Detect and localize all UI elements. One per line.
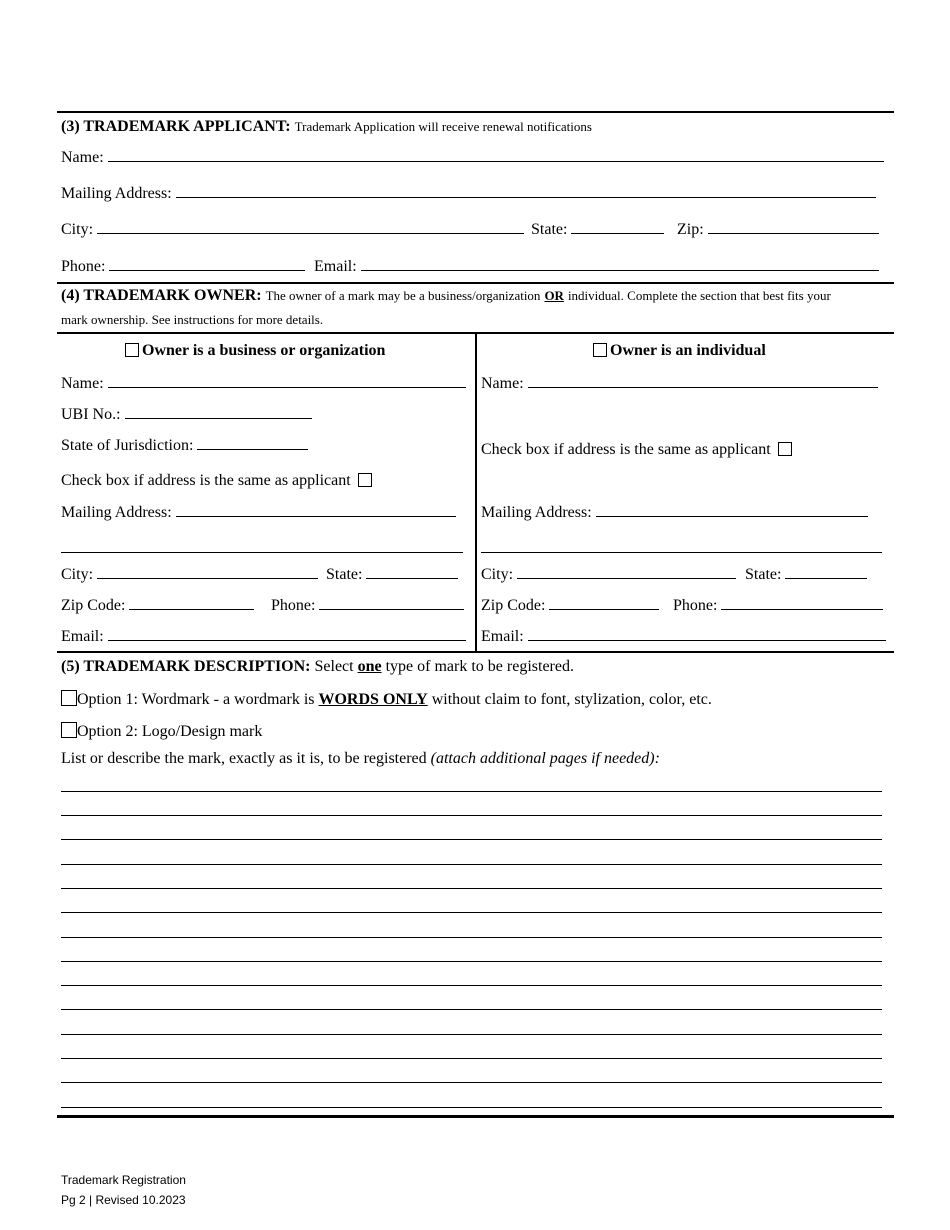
applicant-city-field[interactable] [97,221,524,234]
business-mailing-label: Mailing Address: [61,504,172,521]
applicant-phone-row [61,258,305,276]
business-mailing-line-2[interactable] [61,552,463,553]
description-line[interactable] [61,791,882,792]
description-line[interactable] [61,985,882,986]
description-line[interactable] [61,1058,882,1059]
applicant-phone-field[interactable] [109,258,305,271]
business-owner-title: Owner is a business or organization [142,342,386,359]
individual-mailing-line-2[interactable] [481,552,882,553]
individual-email-label: Email: [481,628,524,645]
individual-name-row [481,375,878,393]
individual-same-address-checkbox[interactable] [778,442,792,456]
list-instruction-b: (attach additional pages if needed): [430,750,660,767]
applicant-zip-field[interactable] [708,221,879,234]
description-select-one: one [357,658,382,675]
business-zip-field[interactable] [129,597,254,610]
individual-email-field[interactable] [528,628,886,641]
option2-text: Option 2: Logo/Design mark [77,723,263,740]
business-name-label: Name: [61,375,104,392]
option2-row[interactable] [61,722,262,741]
individual-same-address-label: Check box if address is the same as applicant [481,441,771,458]
business-phone-row [271,597,464,615]
individual-email-row [481,628,886,646]
description-line[interactable] [61,815,882,816]
individual-same-address-row [481,441,792,459]
individual-city-row [481,566,736,584]
business-mailing-row [61,504,456,522]
applicant-email-field[interactable] [361,258,879,271]
individual-name-field[interactable] [528,375,878,388]
applicant-name-row [61,149,884,167]
description-line[interactable] [61,839,882,840]
business-jurisdiction-field[interactable] [197,437,308,450]
owner-note-or: OR [544,288,564,303]
applicant-mailing-row [61,185,876,203]
owner-note-b: individual. Complete the section that best fits your [567,288,831,303]
owner-heading-row [61,287,831,305]
applicant-state-row [531,221,664,239]
owner-note-a: The owner of a mark may be a business/organization [265,288,541,303]
individual-state-row [745,566,867,584]
business-state-label: State: [326,566,363,583]
description-select-b: type of mark to be registered. [385,658,574,675]
business-city-row [61,566,318,584]
section-3-top-border [57,111,894,113]
individual-phone-row [673,597,883,615]
individual-zip-row [481,597,659,615]
description-select-a: Select [314,658,354,675]
business-jurisdiction-row [61,437,308,455]
description-line[interactable] [61,1009,882,1010]
description-line[interactable] [61,1082,882,1083]
business-same-address-checkbox[interactable] [358,473,372,487]
business-state-field[interactable] [366,566,458,579]
section-5-top-border [57,651,894,653]
individual-zip-field[interactable] [549,597,659,610]
applicant-mailing-label: Mailing Address: [61,185,172,202]
list-instruction-a: List or describe the mark, exactly as it is, to be registered [61,750,427,767]
business-owner-checkbox[interactable] [125,343,139,357]
description-line[interactable] [61,1034,882,1035]
individual-phone-field[interactable] [721,597,883,610]
business-city-label: City: [61,566,94,583]
business-same-address-label: Check box if address is the same as applicant [61,472,351,489]
applicant-city-label: City: [61,221,94,238]
option1-words-only: WORDS ONLY [318,691,428,708]
individual-city-field[interactable] [517,566,736,579]
applicant-email-label: Email: [314,258,357,275]
section-5-bottom-border [57,1115,894,1118]
applicant-mailing-field[interactable] [176,185,876,198]
business-zip-label: Zip Code: [61,597,126,614]
individual-owner-title: Owner is an individual [610,342,766,359]
business-mailing-field[interactable] [176,504,456,517]
business-ubi-field[interactable] [125,406,312,419]
option2-checkbox[interactable] [61,722,77,738]
business-same-address-row [61,472,372,490]
business-jurisdiction-label: State of Jurisdiction: [61,437,194,454]
applicant-city-row [61,221,524,239]
owner-columns-divider [475,333,477,652]
individual-state-label: State: [745,566,782,583]
individual-mailing-field[interactable] [596,504,868,517]
description-line[interactable] [61,912,882,913]
applicant-state-field[interactable] [571,221,664,234]
description-heading-row [61,658,574,676]
business-ubi-label: UBI No.: [61,406,121,423]
applicant-name-label: Name: [61,149,104,166]
individual-zip-label: Zip Code: [481,597,546,614]
individual-mailing-row [481,504,868,522]
business-state-row [326,566,458,584]
business-name-row [61,375,466,393]
applicant-heading: (3) TRADEMARK APPLICANT: [61,118,291,135]
section-4-top-border [57,282,894,284]
individual-name-label: Name: [481,375,524,392]
footer-page: Pg 2 | Revised 10.2023 [61,1193,186,1207]
applicant-note: Trademark Application will receive renewal notifications [294,119,592,134]
description-line[interactable] [61,888,882,889]
applicant-zip-row [677,221,879,239]
applicant-phone-label: Phone: [61,258,106,275]
business-ubi-row [61,406,312,424]
applicant-email-row [314,258,879,276]
option1-text-b: without claim to font, stylization, color, etc. [431,691,712,708]
individual-mailing-label: Mailing Address: [481,504,592,521]
business-phone-label: Phone: [271,597,316,614]
business-email-field[interactable] [108,628,466,641]
description-line[interactable] [61,864,882,865]
individual-owner-checkbox[interactable] [593,343,607,357]
individual-phone-label: Phone: [673,597,718,614]
applicant-name-field[interactable] [108,149,884,162]
description-line[interactable] [61,937,882,938]
owner-note-c: mark ownership. See instructions for more details. [61,312,324,327]
applicant-heading-row [61,118,592,136]
individual-title-row [593,342,766,360]
business-email-row [61,628,466,646]
description-heading: (5) TRADEMARK DESCRIPTION: [61,658,311,675]
list-instruction-row [61,750,660,768]
business-phone-field[interactable] [319,597,464,610]
business-city-field[interactable] [97,566,318,579]
description-line[interactable] [61,1107,882,1108]
option1-text-a: Option 1: Wordmark - a wordmark is [77,691,315,708]
applicant-zip-label: Zip: [677,221,704,238]
business-name-field[interactable] [108,375,466,388]
business-zip-row [61,597,254,615]
business-email-label: Email: [61,628,104,645]
owner-heading: (4) TRADEMARK OWNER: [61,287,262,304]
applicant-state-label: State: [531,221,568,238]
description-line[interactable] [61,961,882,962]
individual-city-label: City: [481,566,514,583]
option1-checkbox[interactable] [61,690,77,706]
option1-row[interactable] [61,690,712,709]
footer-title: Trademark Registration [61,1173,186,1187]
individual-state-field[interactable] [785,566,867,579]
business-title-row [125,342,385,360]
